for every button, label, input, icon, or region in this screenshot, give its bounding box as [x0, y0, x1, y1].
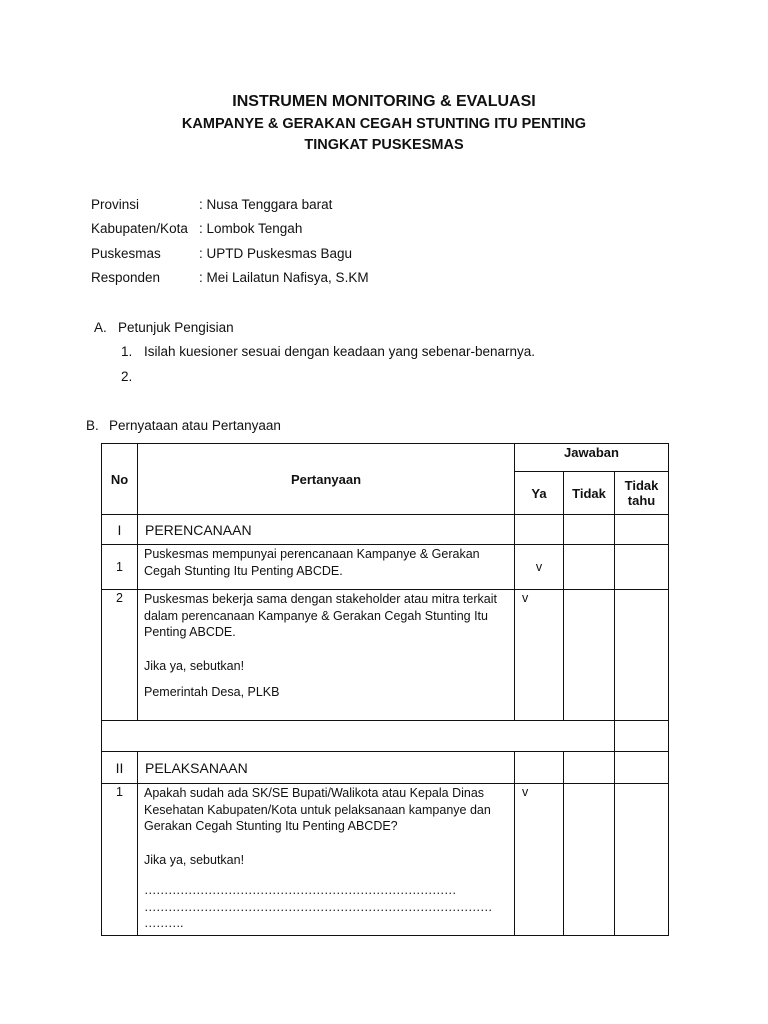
info-value: : Nusa Tenggara barat: [199, 197, 333, 212]
info-label: Responden: [91, 270, 161, 285]
table-header-row: [102, 444, 669, 472]
spacer-cell: [615, 721, 669, 752]
section-row-perencanaan: [102, 515, 669, 545]
column-header-tidak: Tidak: [564, 472, 615, 515]
answer-cell-tidak[interactable]: [564, 784, 615, 936]
answer-cell-ya[interactable]: v: [515, 545, 564, 590]
question-line: Gerakan Cegah Stunting Itu Penting ABCDE?: [144, 819, 398, 833]
answer-dotted-line: ……………………………………………………………………………: [144, 899, 492, 914]
answer-dotted-line: ……………………………………………………………………: [144, 883, 456, 897]
question-text: [138, 590, 515, 721]
section-title: PERENCANAAN: [138, 515, 515, 545]
column-header-tidak-tahu: Tidak tahu: [615, 472, 669, 515]
section-b-marker: B.: [86, 418, 99, 433]
answer-cell-ya[interactable]: v: [515, 590, 564, 721]
column-header-no: No: [102, 444, 138, 515]
question-line: dalam perencanaan Kampanye & Gerakan Cegah Stunting Itu: [144, 608, 488, 623]
question-line: Puskesmas mempunyai perencanaan Kampanye & Gerakan: [144, 547, 480, 561]
document-title: INSTRUMEN MONITORING & EVALUASI: [232, 93, 536, 110]
section-a-title: Petunjuk Pengisian: [118, 320, 234, 335]
questionnaire-table: [101, 443, 669, 936]
info-value: : UPTD Puskesmas Bagu: [199, 246, 353, 261]
answer-cell-tidak-tahu[interactable]: [615, 545, 669, 590]
answer-cell-tidak-tahu[interactable]: [615, 515, 669, 545]
table-row: [102, 590, 669, 721]
question-text: [138, 545, 515, 590]
answer-cell-tidak-tahu[interactable]: [615, 784, 669, 936]
answer-cell-tidak[interactable]: [564, 590, 615, 721]
instruction-text: Isilah kuesioner sesuai dengan keadaan yang sebenar-benarnya.: [144, 344, 536, 359]
section-number: II: [102, 752, 138, 784]
spacer-row: [102, 721, 669, 752]
answer-dotted-line: ……….: [144, 916, 183, 930]
question-line: Apakah sudah ada SK/SE Bupati/Walikota atau Kepala Dinas: [144, 786, 485, 800]
spacer-cell: [102, 721, 615, 752]
info-label: Provinsi: [91, 197, 140, 212]
info-value: : Lombok Tengah: [199, 221, 303, 236]
question-number: 1: [102, 784, 138, 936]
question-line: Puskesmas bekerja sama dengan stakeholder atau mitra terkait: [144, 592, 497, 606]
question-response: Pemerintah Desa, PLKB: [144, 685, 280, 699]
answer-cell-tidak-tahu[interactable]: [615, 590, 669, 721]
section-number: I: [102, 515, 138, 545]
document-subtitle: KAMPANYE & GERAKAN CEGAH STUNTING ITU PENTING: [181, 116, 587, 132]
column-header-answer: Jawaban: [515, 444, 669, 472]
column-header-question: Pertanyaan: [138, 444, 515, 515]
document-level: TINGKAT PUSKESMAS: [304, 137, 464, 153]
answer-cell-tidak[interactable]: [564, 545, 615, 590]
table-row: [102, 545, 669, 590]
instruction-number: 1.: [121, 344, 133, 359]
question-text: [138, 784, 515, 936]
section-title: PELAKSANAAN: [138, 752, 515, 784]
answer-cell-ya[interactable]: v: [515, 784, 564, 936]
section-b-title: Pernyataan atau Pertanyaan: [109, 418, 281, 433]
table-row: [102, 784, 669, 936]
answer-cell-tidak[interactable]: [564, 515, 615, 545]
instruction-number: 2.: [121, 369, 133, 384]
column-header-ya: Ya: [515, 472, 564, 515]
question-prompt: Jika ya, sebutkan!: [144, 658, 245, 673]
answer-cell-ya[interactable]: [515, 515, 564, 545]
question-line: Penting ABCDE.: [144, 625, 236, 639]
question-line: Cegah Stunting Itu Penting ABCDE.: [144, 563, 343, 578]
answer-cell-tidak[interactable]: [564, 752, 615, 784]
info-value: : Mei Lailatun Nafisya, S.KM: [199, 270, 369, 285]
question-line: Kesehatan Kabupaten/Kota untuk pelaksanaan kampanye dan: [144, 802, 491, 817]
answer-cell-tidak-tahu[interactable]: [615, 752, 669, 784]
info-label: Kabupaten/Kota: [91, 221, 188, 236]
section-a-marker: A.: [94, 320, 107, 335]
answer-cell-ya[interactable]: [515, 752, 564, 784]
info-label: Puskesmas: [91, 246, 161, 261]
question-number: 2: [102, 590, 138, 721]
question-number: 1: [102, 545, 138, 590]
section-row-pelaksanaan: [102, 752, 669, 784]
question-prompt: Jika ya, sebutkan!: [144, 852, 245, 867]
